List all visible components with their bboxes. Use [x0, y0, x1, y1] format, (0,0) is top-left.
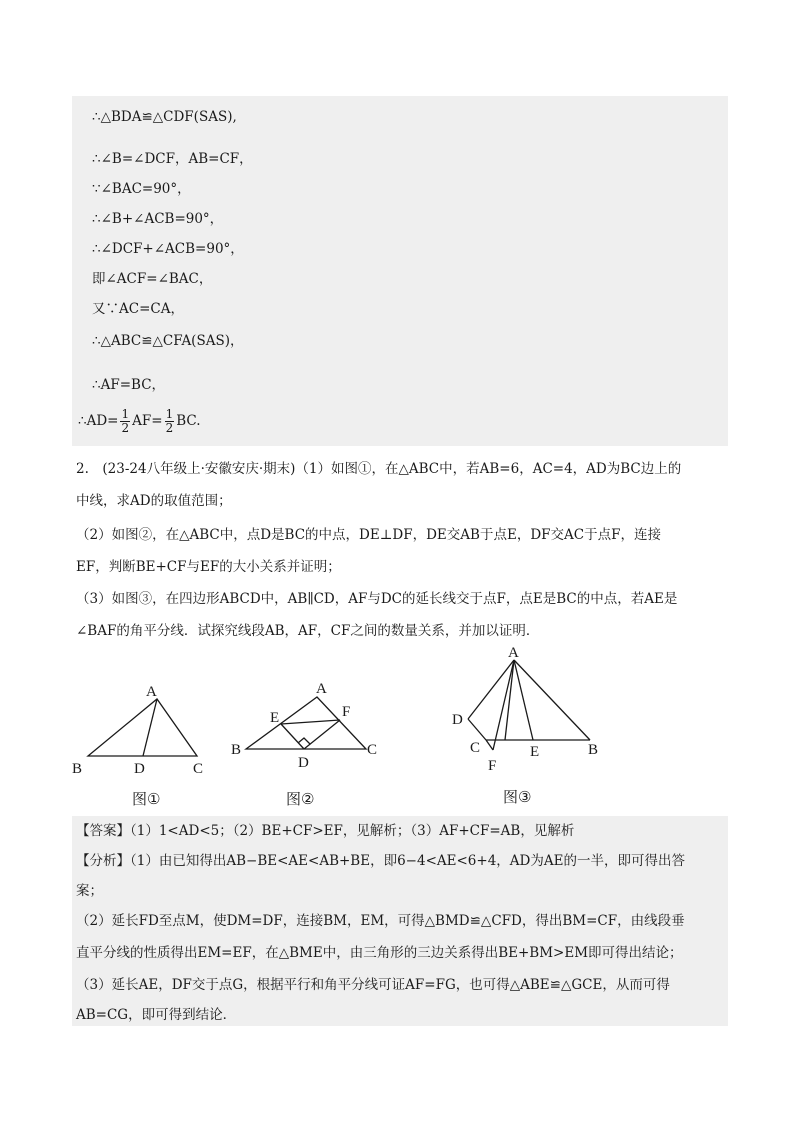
fig2-EF	[281, 720, 340, 724]
question-line-5: （3）如图③，在四边形ABCD中，AB∥CD，AF与DC的延长线交于点F，点E是BC的中点，若AE是	[76, 591, 678, 607]
final-suffix: BC.	[176, 413, 201, 429]
question-line-4: EF，判断BE+CF与EF的大小关系并证明；	[76, 559, 341, 575]
answer-line: 【答案】（1）1<AD<5；（2）BE+CF>EF，见解析；（3）AF+CF=AB，见解析	[76, 823, 575, 839]
fig2-label-D: D	[298, 755, 309, 771]
proof-line-5: ∴∠DCF+∠ACB=90°，	[92, 241, 244, 257]
fig1-label-A: A	[146, 684, 157, 700]
fig2-DF	[304, 720, 340, 749]
proof-line-3: ∵∠BAC=90°，	[92, 181, 191, 197]
final-mid: AF=	[132, 413, 163, 429]
fig3-CF	[486, 740, 493, 750]
proof-line-6: 即∠ACF=∠BAC，	[92, 271, 213, 287]
question-line-2: 中线，求AD的取值范围；	[76, 493, 232, 509]
proof-line-7: 又∵AC=CA，	[92, 301, 184, 317]
fig2-label-C: C	[367, 742, 378, 758]
fig2-label-E: E	[270, 710, 280, 726]
analysis-line-5: （3）延长AE，DF交于点G，根据平行和角平分线可证AF=FG，也可得△ABE≌△GCE，从而可得	[76, 977, 670, 993]
proof-line-2: ∴∠B=∠DCF，AB=CF，	[92, 151, 253, 167]
question-line-3: （2）如图②，在△ABC中，点D是BC的中点，DE⊥DF，DE交AB于点E，DF交AC于点F，连接	[76, 527, 661, 543]
figure-1-caption: 图①	[132, 790, 161, 808]
fig3-label-D: D	[452, 712, 463, 728]
fig2-DE	[281, 724, 304, 749]
fig3-label-B: B	[588, 742, 599, 758]
question-line-6: ∠BAF的角平分线．试探究线段AB，AF，CF之间的数量关系，并加以证明．	[76, 623, 540, 639]
figure-3-caption: 图③	[503, 788, 532, 806]
fig3-label-A: A	[508, 645, 519, 661]
fig3-DC	[468, 719, 486, 740]
final-prefix: ∴AD=	[78, 413, 119, 429]
analysis-line-6: AB=CG，即可得到结论．	[76, 1007, 237, 1023]
figure-3	[452, 645, 598, 774]
geometry-figures	[0, 640, 800, 820]
fig2-label-B: B	[231, 742, 242, 758]
question-line-1: 2. (23-24八年级上·安徽安庆·期末)（1）如图①，在△ABC中，若AB=6，AC=4，AD为BC边上的	[76, 461, 682, 477]
fig3-label-E: E	[530, 744, 540, 760]
fig3-label-F: F	[488, 758, 497, 774]
proof-line-8: ∴△ABC≌△CFA(SAS)，	[92, 333, 244, 349]
figure-2-caption: 图②	[286, 790, 315, 808]
analysis-line-3: （2）延长FD至点M，使DM=DF，连接BM，EM，可得△BMD≌△CFD，得出BM=CF，由线段垂	[76, 913, 685, 929]
figure-2	[231, 681, 377, 771]
fig3-AE	[514, 660, 533, 740]
proof-line-4: ∴∠B+∠ACB=90°，	[92, 211, 224, 227]
fig2-label-A: A	[316, 681, 327, 697]
fig2-right-angle-mark	[298, 738, 310, 744]
fraction-2: $\frac{1}{2}$	[165, 407, 174, 435]
fig1-label-D: D	[134, 761, 145, 777]
fig3-AB	[514, 660, 590, 740]
analysis-line-1: 【分析】（1）由已知得出AB−BE<AE<AB+BE，即6−4<AE<6+4，AD为AE的一半，即可得出答	[76, 853, 685, 869]
fraction-1: $\frac{1}{2}$	[121, 407, 130, 435]
figure-1	[72, 684, 203, 777]
analysis-line-4: 直平分线的性质得出EM=EF，在△BME中，由三角形的三边关系得出BE+BM>EM即可得出结论；	[76, 945, 683, 961]
fig2-label-F: F	[342, 704, 351, 720]
proof-final-line	[78, 406, 201, 436]
proof-line-9: ∴AF=BC，	[92, 377, 166, 393]
fig1-triangle	[88, 699, 197, 756]
proof-line-1: ∴△BDA≌△CDF(SAS),	[92, 109, 237, 125]
fig1-median-AD	[143, 699, 157, 756]
analysis-line-2: 案；	[76, 883, 103, 899]
fig1-label-C: C	[193, 761, 204, 777]
fig1-label-B: B	[72, 761, 83, 777]
fig3-AC	[505, 660, 514, 740]
fig3-label-C: C	[470, 740, 481, 756]
